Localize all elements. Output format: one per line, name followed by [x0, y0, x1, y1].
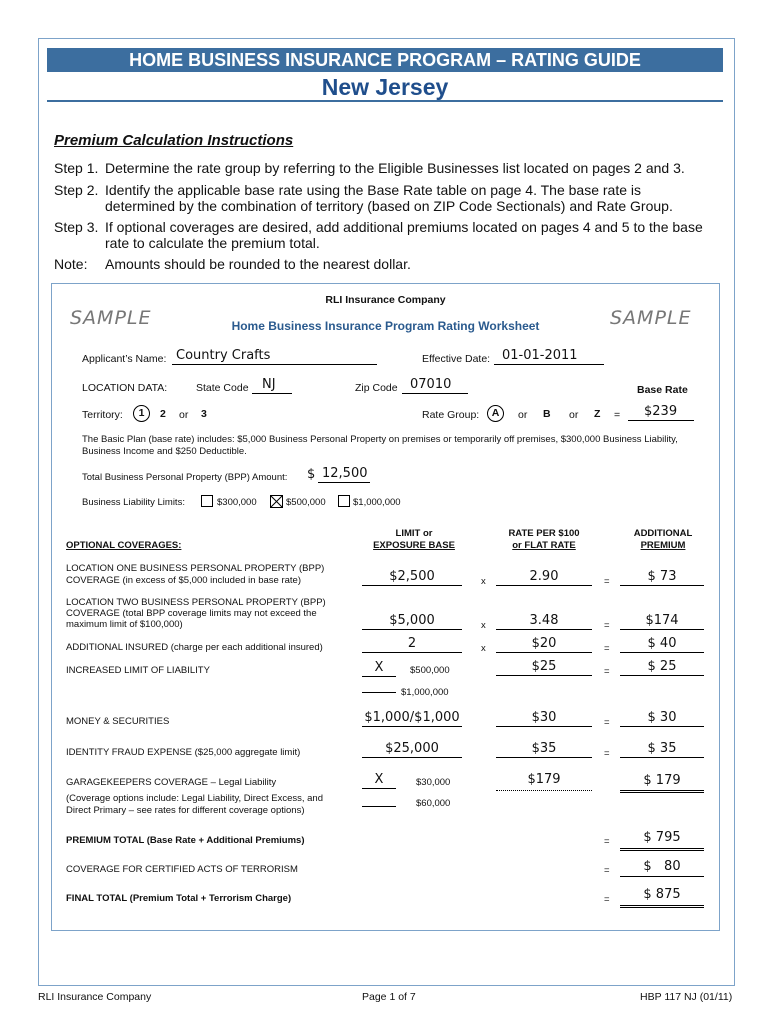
money-securities-premium-field[interactable]: $ 30 [620, 711, 704, 727]
zip-code-label: Zip Code [355, 382, 398, 394]
times-sign: x [481, 643, 486, 654]
step-text: Identify the applicable base rate using the Base Rate table on page 4. The base rate is determined by the combination of territory (based on ZIP Code Sectionals) and Rate Group. [105, 182, 673, 214]
identity-fraud-rate-field[interactable]: $35 [496, 742, 592, 758]
territory-option-1-selected[interactable]: 1 [133, 405, 150, 422]
garagekeepers-premium-field[interactable]: $ 179 [620, 773, 704, 793]
premium-total-label: PREMIUM TOTAL (Base Rate + Additional Premiums) [66, 835, 305, 846]
effective-date-field[interactable]: 01-01-2011 [494, 349, 604, 365]
sample-watermark-left: SAMPLE [70, 307, 152, 329]
step-label: Step 1. [54, 160, 99, 176]
garagekeepers-30k-option: $30,000 [416, 777, 451, 788]
final-total-label: FINAL TOTAL (Premium Total + Terrorism Charge) [66, 893, 292, 904]
garagekeepers-60k-mark[interactable] [362, 793, 396, 807]
times-sign: x [481, 576, 486, 587]
identity-fraud-label: IDENTITY FRAUD EXPENSE ($25,000 aggregate limit) [66, 747, 301, 758]
identity-fraud-limit-field[interactable]: $25,000 [362, 742, 462, 758]
liability-500k-checkbox-checked[interactable] [270, 495, 283, 508]
equals-sign: = [604, 748, 610, 759]
garagekeepers-30k-mark[interactable]: X [362, 773, 396, 789]
location-two-label-cont: maximum limit of $100,000) [66, 619, 183, 630]
garagekeepers-rate-field[interactable]: $179 [496, 773, 592, 791]
note [54, 256, 714, 274]
additional-insured-label: ADDITIONAL INSURED (charge per each additional insured) [66, 642, 323, 653]
garagekeepers-note: (Coverage options include: Legal Liability, Direct Excess, and [66, 793, 323, 804]
location-two-limit-field[interactable]: $5,000 [362, 614, 462, 630]
equals-sign: = [604, 717, 610, 728]
worksheet-title: Home Business Insurance Program Rating Worksheet [231, 319, 540, 333]
footer-page-number: Page 1 of 7 [362, 991, 416, 1003]
liability-option-label: $1,000,000 [353, 497, 401, 508]
note-text: Amounts should be rounded to the nearest dollar. [105, 256, 411, 272]
limit-column-header-1: LIMIT or [395, 528, 433, 539]
location-two-label-cont: COVERAGE (total BPP coverage limits may not exceed the [66, 608, 317, 619]
limit-column-header-2: EXPOSURE BASE [373, 540, 455, 551]
equals-sign: = [604, 836, 610, 847]
step-2 [54, 182, 714, 216]
applicant-label: Applicant’s Name: [82, 353, 167, 365]
optional-coverages-heading: OPTIONAL COVERAGES: [66, 540, 182, 551]
state-code-label: State Code [196, 382, 249, 394]
premium-total-field[interactable]: $ 795 [620, 830, 704, 851]
rate-group-z[interactable]: Z [594, 408, 601, 420]
basic-plan-note: The Basic Plan (base rate) includes: $5,000 Business Personal Property on premises or temporarily off premises, $300,000 Business Liability, Business Income and $250 Deductible. [82, 434, 678, 457]
equals-sign: = [604, 865, 610, 876]
increased-liability-rate-field[interactable]: $25 [496, 660, 592, 676]
base-rate-field[interactable]: $239 [628, 404, 694, 421]
territory-option-2[interactable]: 2 [160, 408, 166, 420]
money-securities-rate-field[interactable]: $30 [496, 711, 592, 727]
step-label: Step 3. [54, 219, 99, 235]
rate-group-b[interactable]: B [543, 408, 551, 420]
liability-option-label: $300,000 [217, 497, 257, 508]
increased-liability-label: INCREASED LIMIT OF LIABILITY [66, 665, 210, 676]
location-two-label: LOCATION TWO BUSINESS PERSONAL PROPERTY (BPP) [66, 597, 326, 608]
footer-company: RLI Insurance Company [38, 991, 152, 1003]
state-title: New Jersey [321, 74, 449, 100]
bpp-dollar-sign: $ [307, 467, 316, 482]
equals-sign: = [614, 409, 621, 421]
location-one-premium-field[interactable]: $ 73 [620, 570, 704, 586]
rate-group-label: Rate Group: [422, 409, 480, 421]
title-rule [47, 100, 723, 102]
location-one-label-cont: COVERAGE (in excess of $5,000 included in base rate) [66, 575, 301, 586]
equals-sign: = [604, 620, 610, 631]
or-text: or [179, 409, 189, 421]
territory-label: Territory: [82, 409, 123, 421]
money-securities-label: MONEY & SECURITIES [66, 716, 170, 727]
liability-300k-checkbox[interactable] [201, 495, 213, 507]
location-one-label: LOCATION ONE BUSINESS PERSONAL PROPERTY (BPP) [66, 563, 325, 574]
or-text: or [569, 409, 579, 421]
times-sign: x [481, 620, 486, 631]
additional-insured-rate-field[interactable]: $20 [496, 637, 592, 653]
equals-sign: = [604, 643, 610, 654]
increased-liability-premium-field[interactable]: $ 25 [620, 660, 704, 676]
rate-group-a-selected[interactable]: A [487, 405, 504, 422]
or-text: or [518, 409, 528, 421]
footer-form-number: HBP 117 NJ (01/11) [640, 991, 733, 1003]
location-two-premium-field[interactable]: $174 [620, 614, 704, 630]
garagekeepers-60k-option: $60,000 [416, 798, 451, 809]
bpp-amount-field[interactable]: 12,500 [318, 467, 370, 483]
rate-column-header-1: RATE PER $100 [508, 528, 580, 539]
step-text: If optional coverages are desired, add additional premiums located on pages 4 and 5 to the base rate to calculate the premium total. [105, 219, 703, 251]
equals-sign: = [604, 666, 610, 677]
premium-column-header-2: PREMIUM [640, 540, 686, 551]
premium-column-header-1: ADDITIONAL [633, 528, 693, 539]
step-label: Step 2. [54, 182, 99, 198]
location-one-rate-field[interactable]: 2.90 [496, 570, 592, 586]
base-rate-label: Base Rate [637, 384, 688, 396]
increased-liability-500k-mark[interactable]: X [362, 661, 396, 677]
guide-title-banner: HOME BUSINESS INSURANCE PROGRAM – RATING GUIDE [47, 48, 723, 72]
liability-limits-label: Business Liability Limits: [82, 497, 185, 508]
equals-sign: = [604, 894, 610, 905]
step-1 [54, 160, 714, 178]
additional-insured-premium-field[interactable]: $ 40 [620, 637, 704, 653]
applicant-field[interactable]: Country Crafts [172, 349, 377, 365]
location-one-limit-field[interactable]: $2,500 [362, 570, 462, 586]
zip-code-field[interactable]: 07010 [402, 378, 468, 394]
state-code-field[interactable]: NJ [252, 378, 292, 394]
note-label: Note: [54, 256, 88, 272]
step-3 [54, 219, 714, 253]
location-two-rate-field[interactable]: 3.48 [496, 614, 592, 630]
terrorism-charge-field[interactable]: $ 80 [620, 859, 704, 877]
increased-liability-500k-option: $500,000 [410, 665, 450, 676]
liability-1m-checkbox[interactable] [338, 495, 350, 507]
garagekeepers-note-cont: Direct Primary – see rates for different coverage options) [66, 805, 305, 816]
step-text: Determine the rate group by referring to the Eligible Businesses list located on pages 2 and 3. [105, 160, 685, 176]
sample-watermark-right: SAMPLE [610, 307, 692, 329]
money-securities-limit-field[interactable]: $1,000/$1,000 [362, 711, 462, 727]
increased-liability-1m-mark[interactable] [362, 677, 396, 693]
liability-option-label: $500,000 [286, 497, 326, 508]
territory-option-3[interactable]: 3 [201, 408, 207, 420]
instructions-title: Premium Calculation Instructions [54, 132, 294, 149]
terrorism-coverage-label: COVERAGE FOR CERTIFIED ACTS OF TERRORISM [66, 864, 298, 875]
checkmark-x-icon [271, 496, 282, 507]
garagekeepers-label: GARAGEKEEPERS COVERAGE – Legal Liability [66, 777, 277, 788]
final-total-field[interactable]: $ 875 [620, 887, 704, 908]
location-data-label: LOCATION DATA: [82, 382, 168, 394]
identity-fraud-premium-field[interactable]: $ 35 [620, 742, 704, 758]
additional-insured-count-field[interactable]: 2 [362, 637, 462, 653]
increased-liability-1m-option: $1,000,000 [401, 687, 449, 698]
worksheet-company: RLI Insurance Company [325, 294, 446, 306]
equals-sign: = [604, 576, 610, 587]
rate-column-header-2: or FLAT RATE [512, 540, 576, 551]
bpp-amount-label: Total Business Personal Property (BPP) Amount: [82, 472, 288, 483]
effective-date-label: Effective Date: [422, 353, 491, 365]
